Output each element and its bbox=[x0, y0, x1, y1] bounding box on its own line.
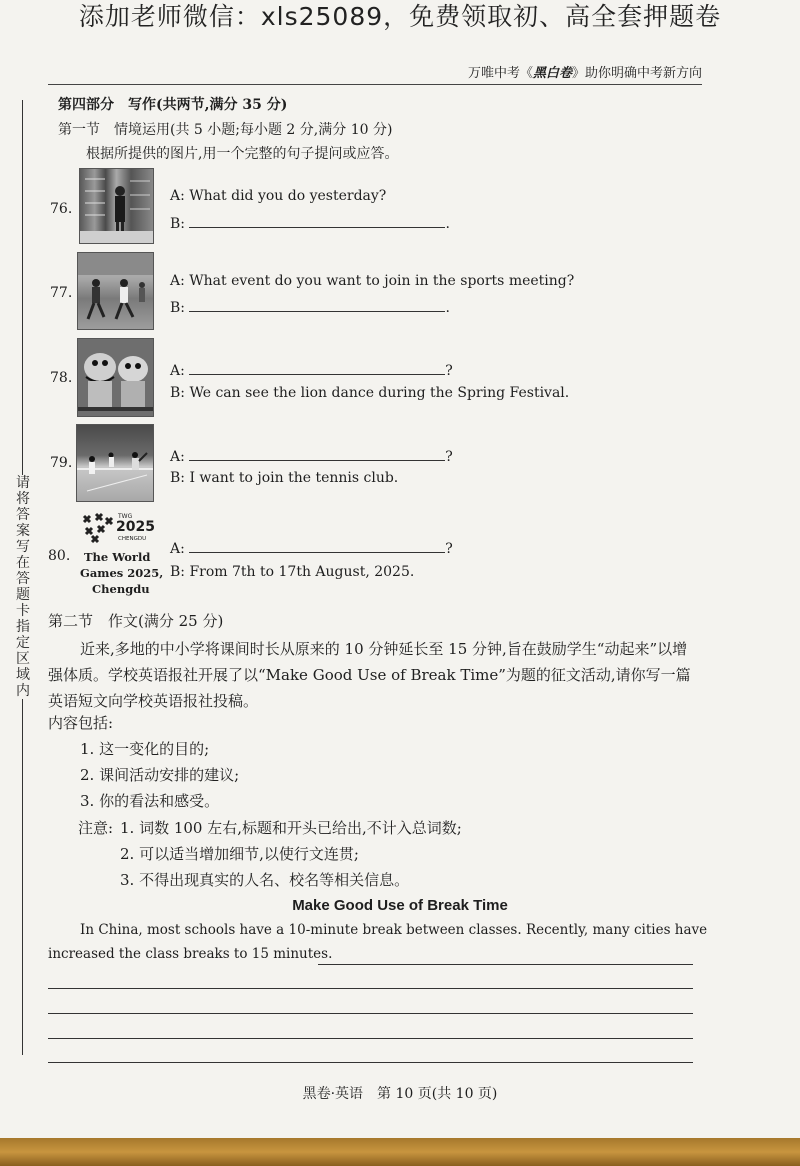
content-item-1: 1. 这一变化的目的; bbox=[80, 740, 210, 758]
q78-a-end: ? bbox=[445, 363, 453, 379]
q76-line-a: A: What did you do yesterday? bbox=[170, 188, 387, 204]
logo-twg: TWG bbox=[118, 513, 133, 520]
q79-a-end: ? bbox=[445, 449, 453, 465]
page-header bbox=[468, 62, 702, 81]
q77-b-label: B: bbox=[170, 300, 186, 316]
q79-a-label: A: bbox=[170, 449, 185, 465]
runners-image bbox=[78, 253, 153, 329]
q77-answer-blank[interactable] bbox=[189, 297, 445, 312]
q80-a-label: A: bbox=[170, 541, 185, 557]
q78-line-b: B: We can see the lion dance during the Spring Festival. bbox=[170, 385, 570, 401]
question-number-79: 79. bbox=[50, 455, 73, 471]
q79-line-b: B: I want to join the tennis club. bbox=[170, 470, 399, 486]
content-item-3: 3. 你的看法和感受。 bbox=[80, 792, 220, 810]
section1-instruction: 根据所提供的图片,用一个完整的句子提问或应答。 bbox=[86, 146, 399, 162]
q77-b-end: . bbox=[445, 300, 450, 316]
question-number-77: 77. bbox=[50, 285, 73, 301]
q80-line-b: B: From 7th to 17th August, 2025. bbox=[170, 564, 415, 580]
essay-start-line-2: increased the class breaks to 15 minutes. bbox=[48, 946, 333, 962]
note-label: 注意: bbox=[78, 819, 114, 837]
header-suffix: 》助你明确中考新方向 bbox=[571, 66, 702, 81]
part-title: 第四部分 写作(共两节,满分 35 分) bbox=[58, 97, 288, 113]
section2-prompt: 近来,多地的中小学将课间时长从原来的 10 分钟延长至 15 分钟,旨在鼓励学生“动起来”以增强体质。学校英语报社开展了以“Make Good Use of Break Time”为题的征文活动,请你写一篇英语短文向学校英语报社投稿。 bbox=[48, 640, 691, 710]
tennis-players-image bbox=[77, 425, 153, 501]
content-label: 内容包括: bbox=[48, 714, 114, 732]
photo-relay-race bbox=[77, 252, 154, 330]
header-prefix: 万唯中考《 bbox=[467, 66, 533, 81]
q77-line-b bbox=[170, 297, 450, 316]
question-number-76: 76. bbox=[50, 201, 73, 217]
writing-line[interactable] bbox=[48, 1038, 693, 1039]
photo-library bbox=[79, 168, 154, 244]
library-shelves-image bbox=[80, 169, 153, 243]
q80-line-a bbox=[170, 538, 453, 557]
promo-banner: 添加老师微信：xls25089，免费领取初、高全套押题卷 bbox=[78, 2, 722, 31]
q76-line-b bbox=[170, 213, 450, 232]
question-number-80: 80. bbox=[48, 548, 71, 564]
section1-title: 第一节 情境运用(共 5 小题;每小题 2 分,满分 10 分) bbox=[58, 122, 393, 138]
scan-edge-band bbox=[0, 1138, 800, 1166]
q80-a-end: ? bbox=[445, 541, 453, 557]
writing-line[interactable] bbox=[318, 964, 693, 965]
writing-line[interactable] bbox=[48, 1062, 693, 1063]
writing-line[interactable] bbox=[48, 988, 693, 989]
writing-line[interactable] bbox=[48, 1013, 693, 1014]
lion-dance-image bbox=[78, 339, 153, 416]
q77-line-a: A: What event do you want to join in the sports meeting? bbox=[170, 273, 575, 289]
q76-answer-blank[interactable] bbox=[189, 213, 445, 228]
q76-b-end: . bbox=[445, 216, 450, 232]
logo-caption-1: The World bbox=[84, 550, 151, 564]
q76-b-label: B: bbox=[170, 216, 186, 232]
note-2: 2. 可以适当增加细节,以使行文连贯; bbox=[120, 845, 359, 863]
photo-tennis bbox=[76, 424, 154, 502]
logo-caption-2: Games 2025, bbox=[80, 566, 164, 580]
q79-line-a bbox=[170, 446, 453, 465]
q78-answer-blank[interactable] bbox=[189, 360, 445, 375]
photo-lion-dance bbox=[77, 338, 154, 417]
world-games-emblem-icon bbox=[80, 512, 116, 544]
q80-answer-blank[interactable] bbox=[189, 538, 445, 553]
note-1: 1. 词数 100 左右,标题和开头已给出,不计入总词数; bbox=[120, 819, 462, 837]
q78-a-label: A: bbox=[170, 363, 185, 379]
q79-answer-blank[interactable] bbox=[189, 446, 445, 461]
section2-title: 第二节 作文(满分 25 分) bbox=[48, 612, 224, 630]
header-brand: 黑白卷 bbox=[532, 66, 572, 81]
question-number-78: 78. bbox=[50, 370, 73, 386]
content-item-2: 2. 课间活动安排的建议; bbox=[80, 766, 240, 784]
header-rule bbox=[48, 84, 702, 85]
note-3: 3. 不得出现真实的人名、校名等相关信息。 bbox=[120, 871, 410, 889]
logo-caption-3: Chengdu bbox=[92, 582, 150, 596]
margin-note: 请将答案写在答题卡指定区域内 bbox=[16, 475, 30, 699]
essay-start-line-1: In China, most schools have a 10-minute break between classes. Recently, many cities have bbox=[80, 922, 708, 938]
q78-line-a bbox=[170, 360, 453, 379]
essay-title: Make Good Use of Break Time bbox=[292, 897, 508, 914]
world-games-logo bbox=[80, 510, 164, 602]
logo-chengdu: CHENGDU bbox=[118, 536, 147, 542]
logo-year: 2025 bbox=[116, 519, 155, 535]
page-footer: 黑卷·英语 第 10 页(共 10 页) bbox=[302, 1086, 498, 1102]
